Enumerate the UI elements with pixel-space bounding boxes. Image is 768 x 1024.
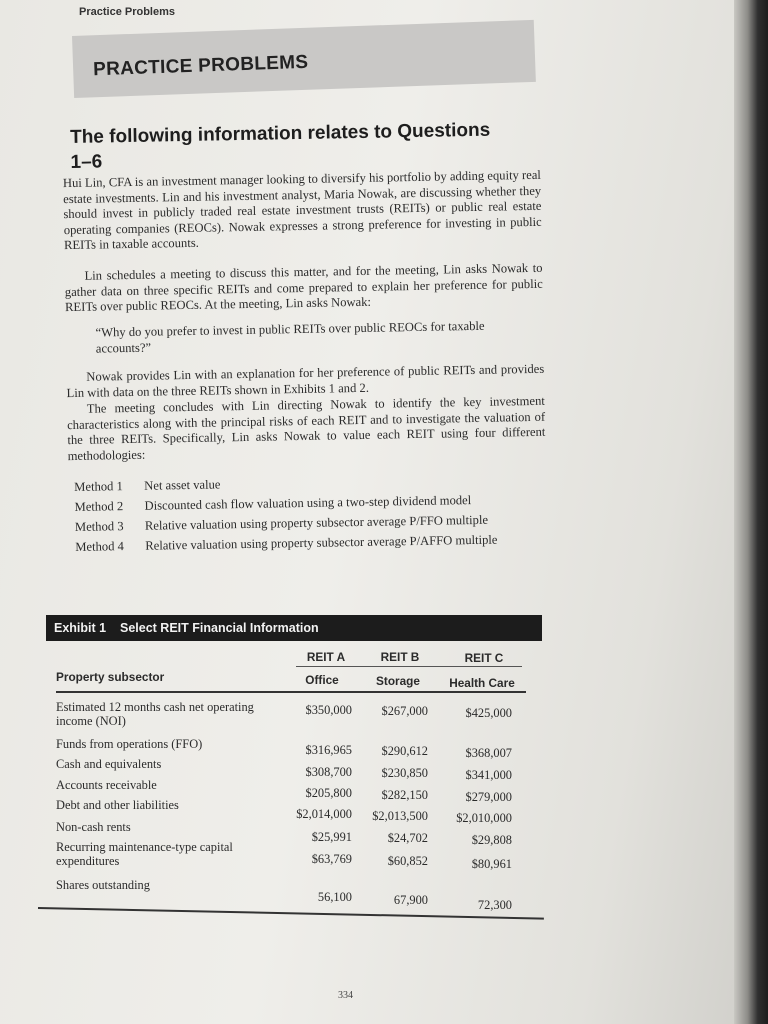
page-number: 334 — [338, 990, 353, 1001]
method-text: Net asset value — [144, 477, 221, 493]
exhibit-header-bar — [46, 615, 542, 641]
table-cell: $290,612 — [381, 744, 428, 758]
method-text: Relative valuation using property subsector average P/FFO multiple — [144, 512, 489, 533]
table-cell: $267,000 — [381, 704, 428, 718]
quote-question: “Why do you prefer to invest in public REITs over public REOCs for taxable accounts?” — [95, 318, 485, 356]
table-cell: $2,010,000 — [456, 811, 512, 825]
column-header-reit-b: REIT B — [380, 650, 420, 664]
exhibit-number: Exhibit 1 — [54, 621, 107, 635]
table-cell: $368,007 — [465, 746, 512, 760]
table-cell: $29,808 — [471, 833, 512, 847]
row-label: Funds from operations (FFO) — [56, 737, 203, 751]
column-header-reit-a: REIT A — [306, 650, 346, 664]
table-cell: $279,000 — [465, 790, 512, 804]
property-subsector-label: Property subsector — [56, 670, 165, 684]
section-title: The following information relates to Questions 1–6 — [69, 119, 491, 173]
row-label: Non-cash rents — [56, 820, 131, 834]
table-cell: $60,852 — [387, 854, 428, 868]
table-cell: $350,000 — [305, 703, 352, 717]
table-header-rule — [56, 691, 526, 693]
table-cell: $80,961 — [471, 857, 512, 871]
method-label: Method 4 — [75, 539, 125, 554]
method-label: Method 3 — [74, 519, 124, 534]
table-cell: $308,700 — [305, 765, 352, 779]
paragraph-conclusion: The meeting concludes with Lin directing Nowak to identify the key investment characteristics along with the principal risks of each REIT and to investigate the valuation of the three REITs. Specifically, Lin asks Nowak to value each REIT using four different methodologies: — [67, 393, 546, 463]
table-cell: 56,100 — [317, 890, 352, 904]
column-header-rule — [296, 666, 522, 667]
methods-list — [74, 469, 545, 557]
table-cell: $25,991 — [311, 830, 352, 844]
section-banner — [72, 20, 536, 98]
table-cell: $24,702 — [387, 831, 428, 845]
row-label: Recurring maintenance-type capital expenditures — [56, 840, 233, 868]
running-head: Practice Problems — [79, 6, 175, 18]
method-label: Method 1 — [74, 479, 123, 494]
row-label: Cash and equivalents — [56, 757, 162, 771]
table-cell: $63,769 — [311, 852, 352, 866]
table-cell: $341,000 — [465, 768, 512, 782]
row-label: Debt and other liabilities — [56, 798, 179, 812]
table-cell: $2,013,500 — [372, 809, 428, 823]
table-cell: 67,900 — [393, 893, 428, 907]
paragraph-explanation: Nowak provides Lin with an explanation for her preference of public REITs and provides Lin with data on the three REITs shown in Exhibits 1 and 2. — [66, 361, 545, 400]
table-cell: $2,014,000 — [296, 807, 352, 821]
table-cell: 72,300 — [477, 898, 512, 912]
row-label: Estimated 12 months cash net operating income (NOI) — [56, 700, 254, 728]
row-label: Shares outstanding — [56, 878, 150, 892]
subsector-health-care: Health Care — [449, 676, 515, 690]
row-label: Accounts receivable — [56, 778, 157, 792]
method-text: Discounted cash flow valuation using a two-step dividend model — [144, 493, 472, 513]
method-text: Relative valuation using property subsector average P/AFFO multiple — [145, 532, 498, 553]
table-cell: $316,965 — [305, 743, 352, 757]
method-label: Method 2 — [74, 499, 124, 514]
table-cell: $205,800 — [305, 786, 352, 800]
paragraph-intro: Hui Lin, CFA is an investment manager looking to diversify his portfolio by adding equity real estate investments. Lin and his investment analyst, Maria Nowak, are discussing whether they should invest in publicly traded real estate investment trusts (REITs) or public real estate operating companies (REOCs). Nowak expresses a strong preference for investing in public REITs in taxable accounts. — [62, 167, 542, 253]
banner-title: PRACTICE PROBLEMS — [92, 51, 309, 81]
table-cell: $425,000 — [465, 706, 512, 720]
subsector-office: Office — [305, 673, 339, 687]
column-header-reit-c: REIT C — [464, 651, 504, 665]
table-cell: $282,150 — [381, 788, 428, 802]
subsector-storage: Storage — [376, 674, 420, 688]
exhibit-title: Select REIT Financial Information — [120, 621, 319, 635]
paragraph-meeting: Lin schedules a meeting to discuss this matter, and for the meeting, Lin asks Nowak to gather data on three specific REITs and come prepared to explain her preference for public REITs over public REOCs. At the meeting, Lin asks Nowak: — [64, 260, 543, 315]
table-cell: $230,850 — [381, 766, 428, 780]
